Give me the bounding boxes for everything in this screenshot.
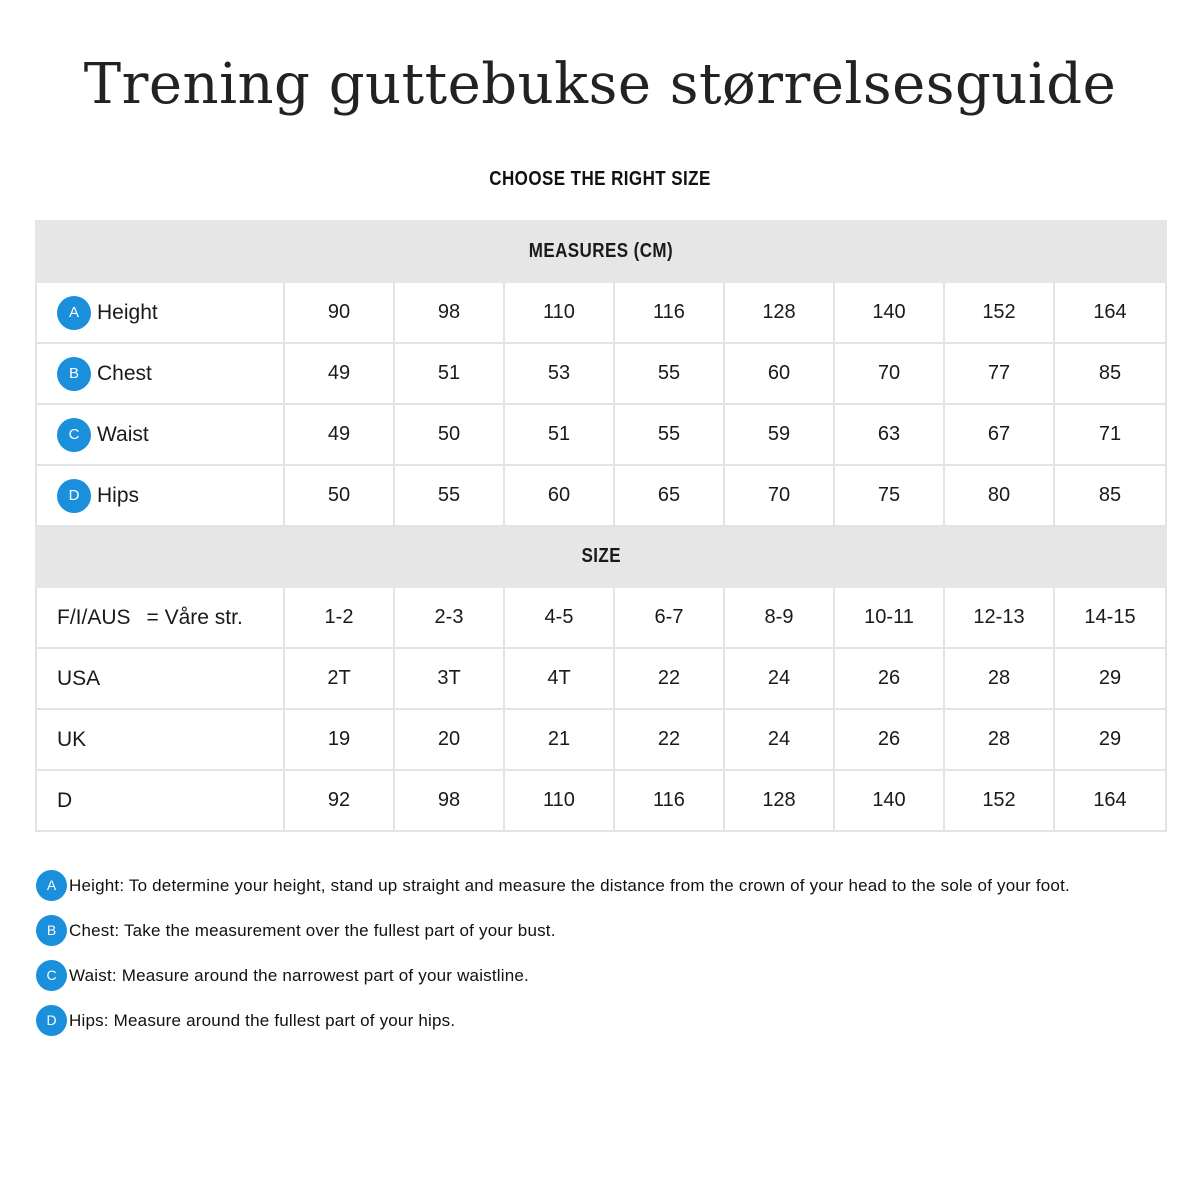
table-cell: 22 (614, 709, 724, 770)
row-label-text: Waist (97, 422, 149, 446)
table-cell: 80 (944, 465, 1054, 526)
table-row-d (36, 770, 1166, 831)
table-cell: 98 (394, 282, 504, 343)
table-cell: 3T (394, 648, 504, 709)
table-cell: 152 (944, 282, 1054, 343)
table-cell: 22 (614, 648, 724, 709)
badge-a-icon: A (36, 870, 67, 901)
table-cell: 98 (394, 770, 504, 831)
row-label (36, 343, 284, 404)
table-row-waist (36, 404, 1166, 465)
row-label: UK (36, 709, 284, 770)
note-chest (36, 915, 1176, 960)
table-cell: 2-3 (394, 587, 504, 648)
table-cell: 2T (284, 648, 394, 709)
table-cell: 164 (1054, 282, 1166, 343)
table-cell: 21 (504, 709, 614, 770)
row-label-text: F/I/AUS (57, 605, 131, 629)
table-cell: 24 (724, 648, 834, 709)
table-row-hips (36, 465, 1166, 526)
row-label-text: Height (97, 300, 158, 324)
table-cell: 55 (614, 343, 724, 404)
size-chart-table (35, 220, 1167, 832)
row-label-text: Chest (97, 361, 152, 385)
subtitle: CHOOSE THE RIGHT SIZE (489, 168, 711, 190)
table-row-f-i-aus (36, 587, 1166, 648)
table-cell: 49 (284, 404, 394, 465)
table-cell: 55 (614, 404, 724, 465)
note-text: Height: To determine your height, stand up straight and measure the distance from the crown of your head to the sole of your foot. (69, 876, 1070, 895)
table-row-usa (36, 648, 1166, 709)
badge-d-icon: D (36, 1005, 67, 1036)
table-cell: 51 (504, 404, 614, 465)
note-text: Chest: Take the measurement over the fullest part of your bust. (69, 921, 556, 940)
table-cell: 28 (944, 709, 1054, 770)
page-title: Trening guttebukse størrelsesguide (83, 52, 1117, 117)
note-text: Hips: Measure around the fullest part of your hips. (69, 1011, 456, 1030)
table-cell: 90 (284, 282, 394, 343)
table-cell: 60 (504, 465, 614, 526)
note-hips (36, 1005, 1176, 1050)
table-cell: 85 (1054, 343, 1166, 404)
table-cell: 63 (834, 404, 944, 465)
badge-d-icon: D (57, 479, 91, 513)
note-waist (36, 960, 1176, 1005)
table-row-uk (36, 709, 1166, 770)
table-row-height (36, 282, 1166, 343)
table-cell: 49 (284, 343, 394, 404)
table-cell: 152 (944, 770, 1054, 831)
table-cell: 65 (614, 465, 724, 526)
table-cell: 70 (724, 465, 834, 526)
table-cell: 71 (1054, 404, 1166, 465)
table-cell: 140 (834, 770, 944, 831)
table-cell: 8-9 (724, 587, 834, 648)
row-label (36, 587, 284, 648)
table-cell: 53 (504, 343, 614, 404)
table-cell: 1-2 (284, 587, 394, 648)
size-header: SIZE (36, 526, 1166, 587)
table-cell: 67 (944, 404, 1054, 465)
measures-header: MEASURES (CM) (36, 221, 1166, 282)
table-cell: 19 (284, 709, 394, 770)
row-label (36, 282, 284, 343)
table-cell: 55 (394, 465, 504, 526)
badge-a-icon: A (57, 296, 91, 330)
table-cell: 51 (394, 343, 504, 404)
measures-header-row (36, 221, 1166, 282)
table-cell: 116 (614, 770, 724, 831)
table-cell: 85 (1054, 465, 1166, 526)
table-cell: 20 (394, 709, 504, 770)
row-label: D (36, 770, 284, 831)
table-cell: 128 (724, 282, 834, 343)
table-cell: 164 (1054, 770, 1166, 831)
table-cell: 140 (834, 282, 944, 343)
size-header-row (36, 526, 1166, 587)
measurement-notes (36, 870, 1176, 1050)
table-cell: 110 (504, 770, 614, 831)
table-cell: 77 (944, 343, 1054, 404)
row-label: USA (36, 648, 284, 709)
table-cell: 26 (834, 648, 944, 709)
table-cell: 116 (614, 282, 724, 343)
table-cell: 50 (394, 404, 504, 465)
badge-c-icon: C (57, 418, 91, 452)
table-cell: 60 (724, 343, 834, 404)
table-cell: 59 (724, 404, 834, 465)
table-cell: 92 (284, 770, 394, 831)
row-label (36, 465, 284, 526)
table-cell: 26 (834, 709, 944, 770)
table-cell: 4-5 (504, 587, 614, 648)
table-cell: 29 (1054, 709, 1166, 770)
table-cell: 6-7 (614, 587, 724, 648)
table-cell: 4T (504, 648, 614, 709)
row-label (36, 404, 284, 465)
badge-b-icon: B (36, 915, 67, 946)
table-row-chest (36, 343, 1166, 404)
row-label-text: Hips (97, 483, 140, 507)
table-cell: 14-15 (1054, 587, 1166, 648)
table-cell: 70 (834, 343, 944, 404)
table-cell: 75 (834, 465, 944, 526)
table-cell: 110 (504, 282, 614, 343)
table-cell: 128 (724, 770, 834, 831)
table-cell: 24 (724, 709, 834, 770)
table-cell: 12-13 (944, 587, 1054, 648)
table-cell: 50 (284, 465, 394, 526)
badge-c-icon: C (36, 960, 67, 991)
table-cell: 10-11 (834, 587, 944, 648)
badge-b-icon: B (57, 357, 91, 391)
our-sizes-note: = Våre str. (146, 605, 243, 629)
table-cell: 28 (944, 648, 1054, 709)
note-text: Waist: Measure around the narrowest part of your waistline. (69, 966, 529, 985)
note-height (36, 870, 1176, 915)
table-cell: 29 (1054, 648, 1166, 709)
